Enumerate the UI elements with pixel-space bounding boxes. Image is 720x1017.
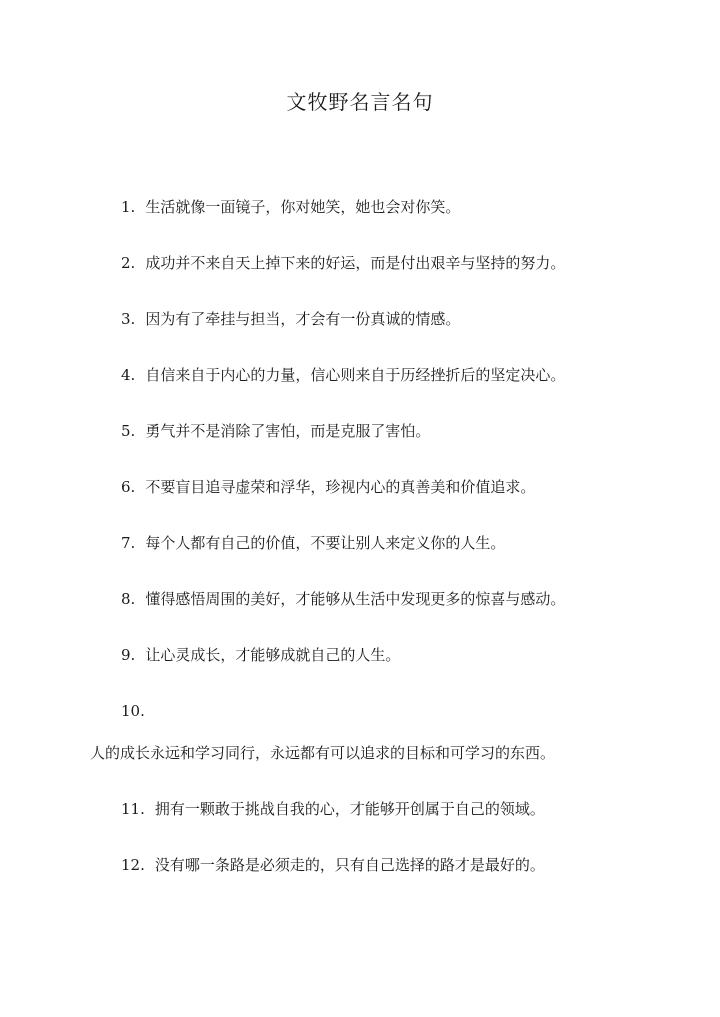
quote-number: 4.: [121, 366, 136, 384]
quote-item: [121, 476, 535, 498]
quote-text: 勇气并不是消除了害怕，而是克服了害怕。: [145, 422, 431, 440]
quote-text: 没有哪一条路是必须走的，只有自己选择的路才是最好的。: [154, 856, 545, 874]
quote-number: 6.: [121, 478, 136, 496]
quote-item: [121, 532, 505, 554]
quote-item: [121, 588, 565, 610]
quote-number: 2.: [121, 254, 136, 272]
page-title: 文牧野名言名句: [286, 90, 434, 114]
quote-text: 因为有了牵挂与担当，才会有一份真诚的情感。: [145, 310, 461, 328]
quote-number: 8.: [121, 590, 136, 608]
quote-item: [121, 644, 400, 666]
quote-number: 5.: [121, 422, 136, 440]
quote-item: [121, 308, 460, 330]
quote-text: 懂得感悟周围的美好，才能够从生活中发现更多的惊喜与感动。: [145, 590, 566, 608]
quote-number: 9.: [121, 646, 136, 664]
quote-text: 自信来自于内心的力量，信心则来自于历经挫折后的坚定决心。: [145, 366, 566, 384]
quote-number: 3.: [121, 310, 136, 328]
quote-number: 11.: [121, 800, 145, 818]
quote-number: 1.: [121, 198, 136, 216]
quote-item: [121, 798, 545, 820]
quote-item: [121, 364, 565, 386]
quote-item: [121, 196, 460, 218]
quote-text: 让心灵成长，才能够成就自己的人生。: [145, 646, 401, 664]
quote-text: 每个人都有自己的价值，不要让别人来定义你的人生。: [145, 534, 506, 552]
quote-text: 拥有一颗敢于挑战自我的心，才能够开创属于自己的领域。: [154, 800, 545, 818]
quote-number-10: 10.: [121, 702, 145, 720]
quote-item: [121, 420, 430, 442]
quote-text-10: 人的成长永远和学习同行，永远都有可以追求的目标和可学习的东西。: [90, 744, 556, 762]
quote-item: [121, 252, 565, 274]
quote-number: 12.: [121, 856, 145, 874]
quote-text: 生活就像一面镜子，你对她笑，她也会对你笑。: [145, 198, 461, 216]
quote-item: [121, 854, 545, 876]
quote-number: 7.: [121, 534, 136, 552]
quote-text: 成功并不来自天上掉下来的好运，而是付出艰辛与坚持的努力。: [145, 254, 566, 272]
quote-text: 不要盲目追寻虚荣和浮华，珍视内心的真善美和价值追求。: [145, 478, 536, 496]
